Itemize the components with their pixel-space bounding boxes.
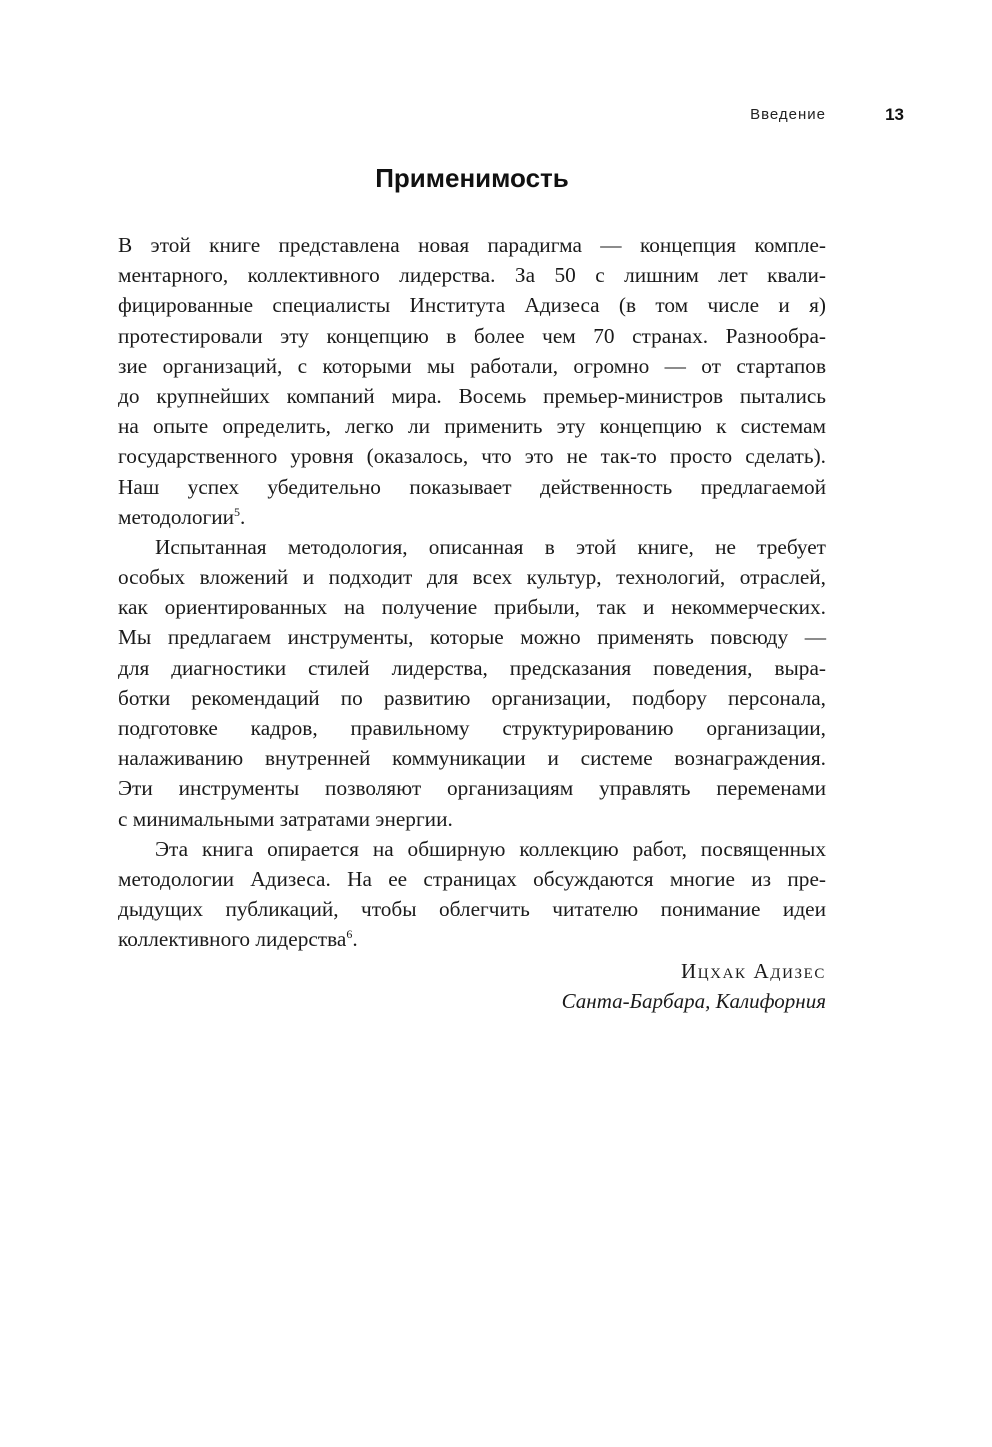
text-line: Испытанная методология, описанная в этой книге, не требует [155, 534, 826, 559]
body-text [118, 230, 826, 955]
sentence-end: . [240, 504, 246, 529]
text-line: Наш успех убедительно показывает действенность предлагаемой [118, 474, 826, 499]
text-line: государственного уровня (оказалось, что это не так-то просто сделать). [118, 444, 826, 469]
text-line: ментарного, коллективного лидерства. За 50 с лишним лет квали- [118, 263, 826, 288]
text-line: дыдущих публикаций, чтобы облегчить читателю понимание идеи [118, 897, 826, 922]
text-line: на опыте определить, легко ли применить эту концепцию к системам [118, 414, 826, 439]
text-line: зие организаций, с которыми мы работали, огромно — от стартапов [118, 353, 826, 378]
signature-place: Санта-Барбара, Калифорния [561, 989, 826, 1013]
paragraph-1 [118, 230, 826, 532]
footnote-ref-6[interactable]: 6 [346, 927, 353, 942]
text-line: фицированные специалисты Института Адизеса (в том числе и я) [118, 293, 826, 318]
running-header [118, 104, 904, 130]
author-name: Ицхак Адизес [680, 959, 826, 983]
signature-block [118, 956, 826, 1016]
text-line: методологии Адизеса. На ее страницах обсуждаются многие из пре- [118, 866, 826, 891]
text-line-last [118, 924, 826, 954]
text-line-last [118, 502, 826, 532]
text-line-content: методологии [118, 504, 234, 529]
text-line: для диагностики стилей лидерства, предсказания поведения, выра- [118, 655, 826, 680]
sentence-end: . [352, 927, 358, 952]
text-line-last: с минимальными затратами энергии. [118, 806, 453, 831]
running-header-section: Введение [750, 106, 826, 123]
paragraph-2 [118, 532, 826, 834]
section-title: Применимость [375, 163, 569, 193]
paragraph-3 [118, 834, 826, 955]
text-line-content: коллективного лидерства [118, 927, 347, 952]
text-line: В этой книге представлена новая парадигма — концепция компле- [118, 233, 826, 257]
text-line: до крупнейших компаний мира. Восемь премьер-министров пытались [118, 383, 826, 408]
footnote-ref-5[interactable]: 5 [234, 504, 240, 519]
text-line: как ориентированных на получение прибыли, так и некоммерческих. [118, 595, 826, 620]
text-line: ботки рекомендаций по развитию организации, подбору персонала, [118, 685, 826, 710]
text-line: налаживанию внутренней коммуникации и системе вознаграждения. [118, 746, 826, 771]
text-line: протестировали эту концепцию в более чем 70 странах. Разнообра- [118, 323, 826, 348]
text-line: особых вложений и подходит для всех культур, технологий, отраслей, [118, 565, 826, 590]
text-line: Мы предлагаем инструменты, которые можно применять повсюду — [118, 625, 826, 650]
text-line: Эта книга опирается на обширную коллекцию работ, посвященных [155, 836, 826, 861]
text-line: Эти инструменты позволяют организациям управлять переменами [118, 776, 826, 801]
page-number: 13 [885, 105, 904, 124]
text-line: подготовке кадров, правильному структурированию организации, [118, 716, 826, 740]
